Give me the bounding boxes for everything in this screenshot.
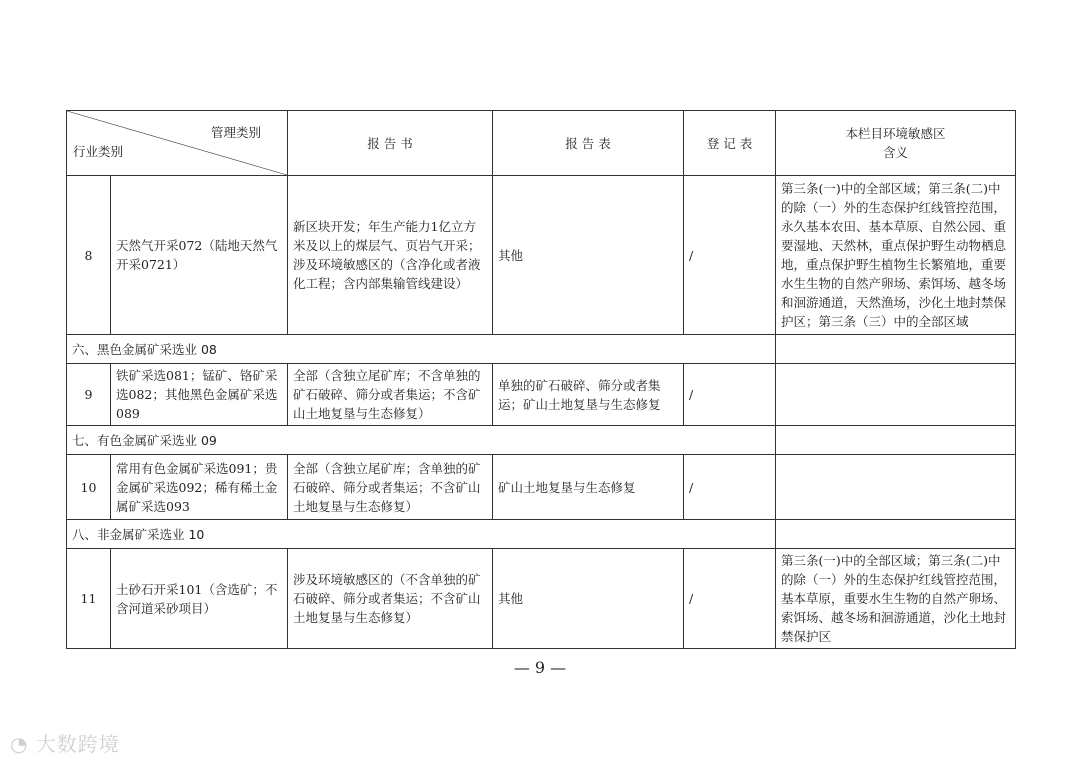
diagonal-header-cell (67, 111, 288, 176)
section-row (67, 335, 1016, 364)
section-title: 八、非金属矿采选业 10 (67, 520, 776, 549)
report-form-cell: 矿山土地复垦与生态修复 (493, 455, 684, 520)
section-empty-cell (776, 335, 1016, 364)
section-row (67, 520, 1016, 549)
table-row (67, 549, 1016, 649)
management-category-label: 管理类别 (210, 125, 261, 140)
industry-cell: 常用有色金属矿采选091；贵金属矿采选092；稀有稀土金属矿采选093 (111, 455, 288, 520)
section-title: 六、黑色金属矿采选业 08 (67, 335, 776, 364)
section-empty-cell (776, 520, 1016, 549)
register-cell: / (684, 176, 776, 335)
register-cell: / (684, 455, 776, 520)
sensitive-area-cell (776, 364, 1016, 426)
table-row (67, 364, 1016, 426)
section-row (67, 426, 1016, 455)
item-number: 9 (67, 364, 111, 426)
watermark-text: 大数跨境 (35, 732, 120, 756)
register-cell: / (684, 549, 776, 649)
table-header-row (67, 111, 1016, 176)
sensitive-area-cell: 第三条(一)中的全部区域；第三条(二)中的除（一）外的生态保护红线管控范围，永久基本农田、基本草原、自然公园、重要湿地、天然林，重点保护野生动物栖息地，重点保护野生植物生长繁殖地，重要水生生物的自然产卵场、索饵场、越冬场和洄游通道，天然渔场，沙化土地封禁保护区；第三条（三）中的全部区域 (776, 176, 1016, 335)
report-book-cell: 涉及环境敏感区的（不含单独的矿石破碎、筛分或者集运；不含矿山土地复垦与生态修复） (288, 549, 493, 649)
item-number: 10 (67, 455, 111, 520)
register-form-header: 登 记 表 (684, 111, 776, 176)
industry-cell: 天然气开采072（陆地天然气开采0721） (111, 176, 288, 335)
item-number: 8 (67, 176, 111, 335)
section-empty-cell (776, 426, 1016, 455)
report-book-cell: 全部（含独立尾矿库；含单独的矿石破碎、筛分或者集运；不含矿山土地复垦与生态修复） (288, 455, 493, 520)
industry-classification-table (66, 110, 1016, 649)
industry-cell: 铁矿采选081；锰矿、铬矿采选082；其他黑色金属矿采选089 (111, 364, 288, 426)
watermark-logo: ◔ 大数跨境 (10, 732, 120, 756)
register-cell: / (684, 364, 776, 426)
sensitive-area-title: 本栏目环境敏感区 (845, 126, 946, 141)
report-book-header: 报 告 书 (288, 111, 493, 176)
industry-cell: 土砂石开采101（含选矿；不含河道采砂项目） (111, 549, 288, 649)
item-number: 11 (67, 549, 111, 649)
page-number: — 9 — (513, 658, 567, 677)
sensitive-area-cell: 第三条(一)中的全部区域；第三条(二)中的除（一）外的生态保护红线管控范围，基本草原，重要水生生物的自然产卵场、索饵场、越冬场和洄游通道，沙化土地封禁保护区 (776, 549, 1016, 649)
report-form-cell: 其他 (493, 549, 684, 649)
report-book-cell: 全部（含独立尾矿库；不含单独的矿石破碎、筛分或者集运；不含矿山土地复垦与生态修复） (288, 364, 493, 426)
sensitive-area-subtitle: 含义 (882, 145, 908, 160)
table-row (67, 176, 1016, 335)
report-form-cell: 其他 (493, 176, 684, 335)
table-row (67, 455, 1016, 520)
industry-category-label: 行业类别 (73, 144, 124, 159)
sensitive-area-cell (776, 455, 1016, 520)
section-title: 七、有色金属矿采选业 09 (67, 426, 776, 455)
sensitive-area-header (776, 111, 1016, 176)
report-form-cell: 单独的矿石破碎、筛分或者集运；矿山土地复垦与生态修复 (493, 364, 684, 426)
report-form-header: 报 告 表 (493, 111, 684, 176)
report-book-cell: 新区块开发；年生产能力1亿立方米及以上的煤层气、页岩气开采；涉及环境敏感区的（含净化或者液化工程；含内部集输管线建设） (288, 176, 493, 335)
